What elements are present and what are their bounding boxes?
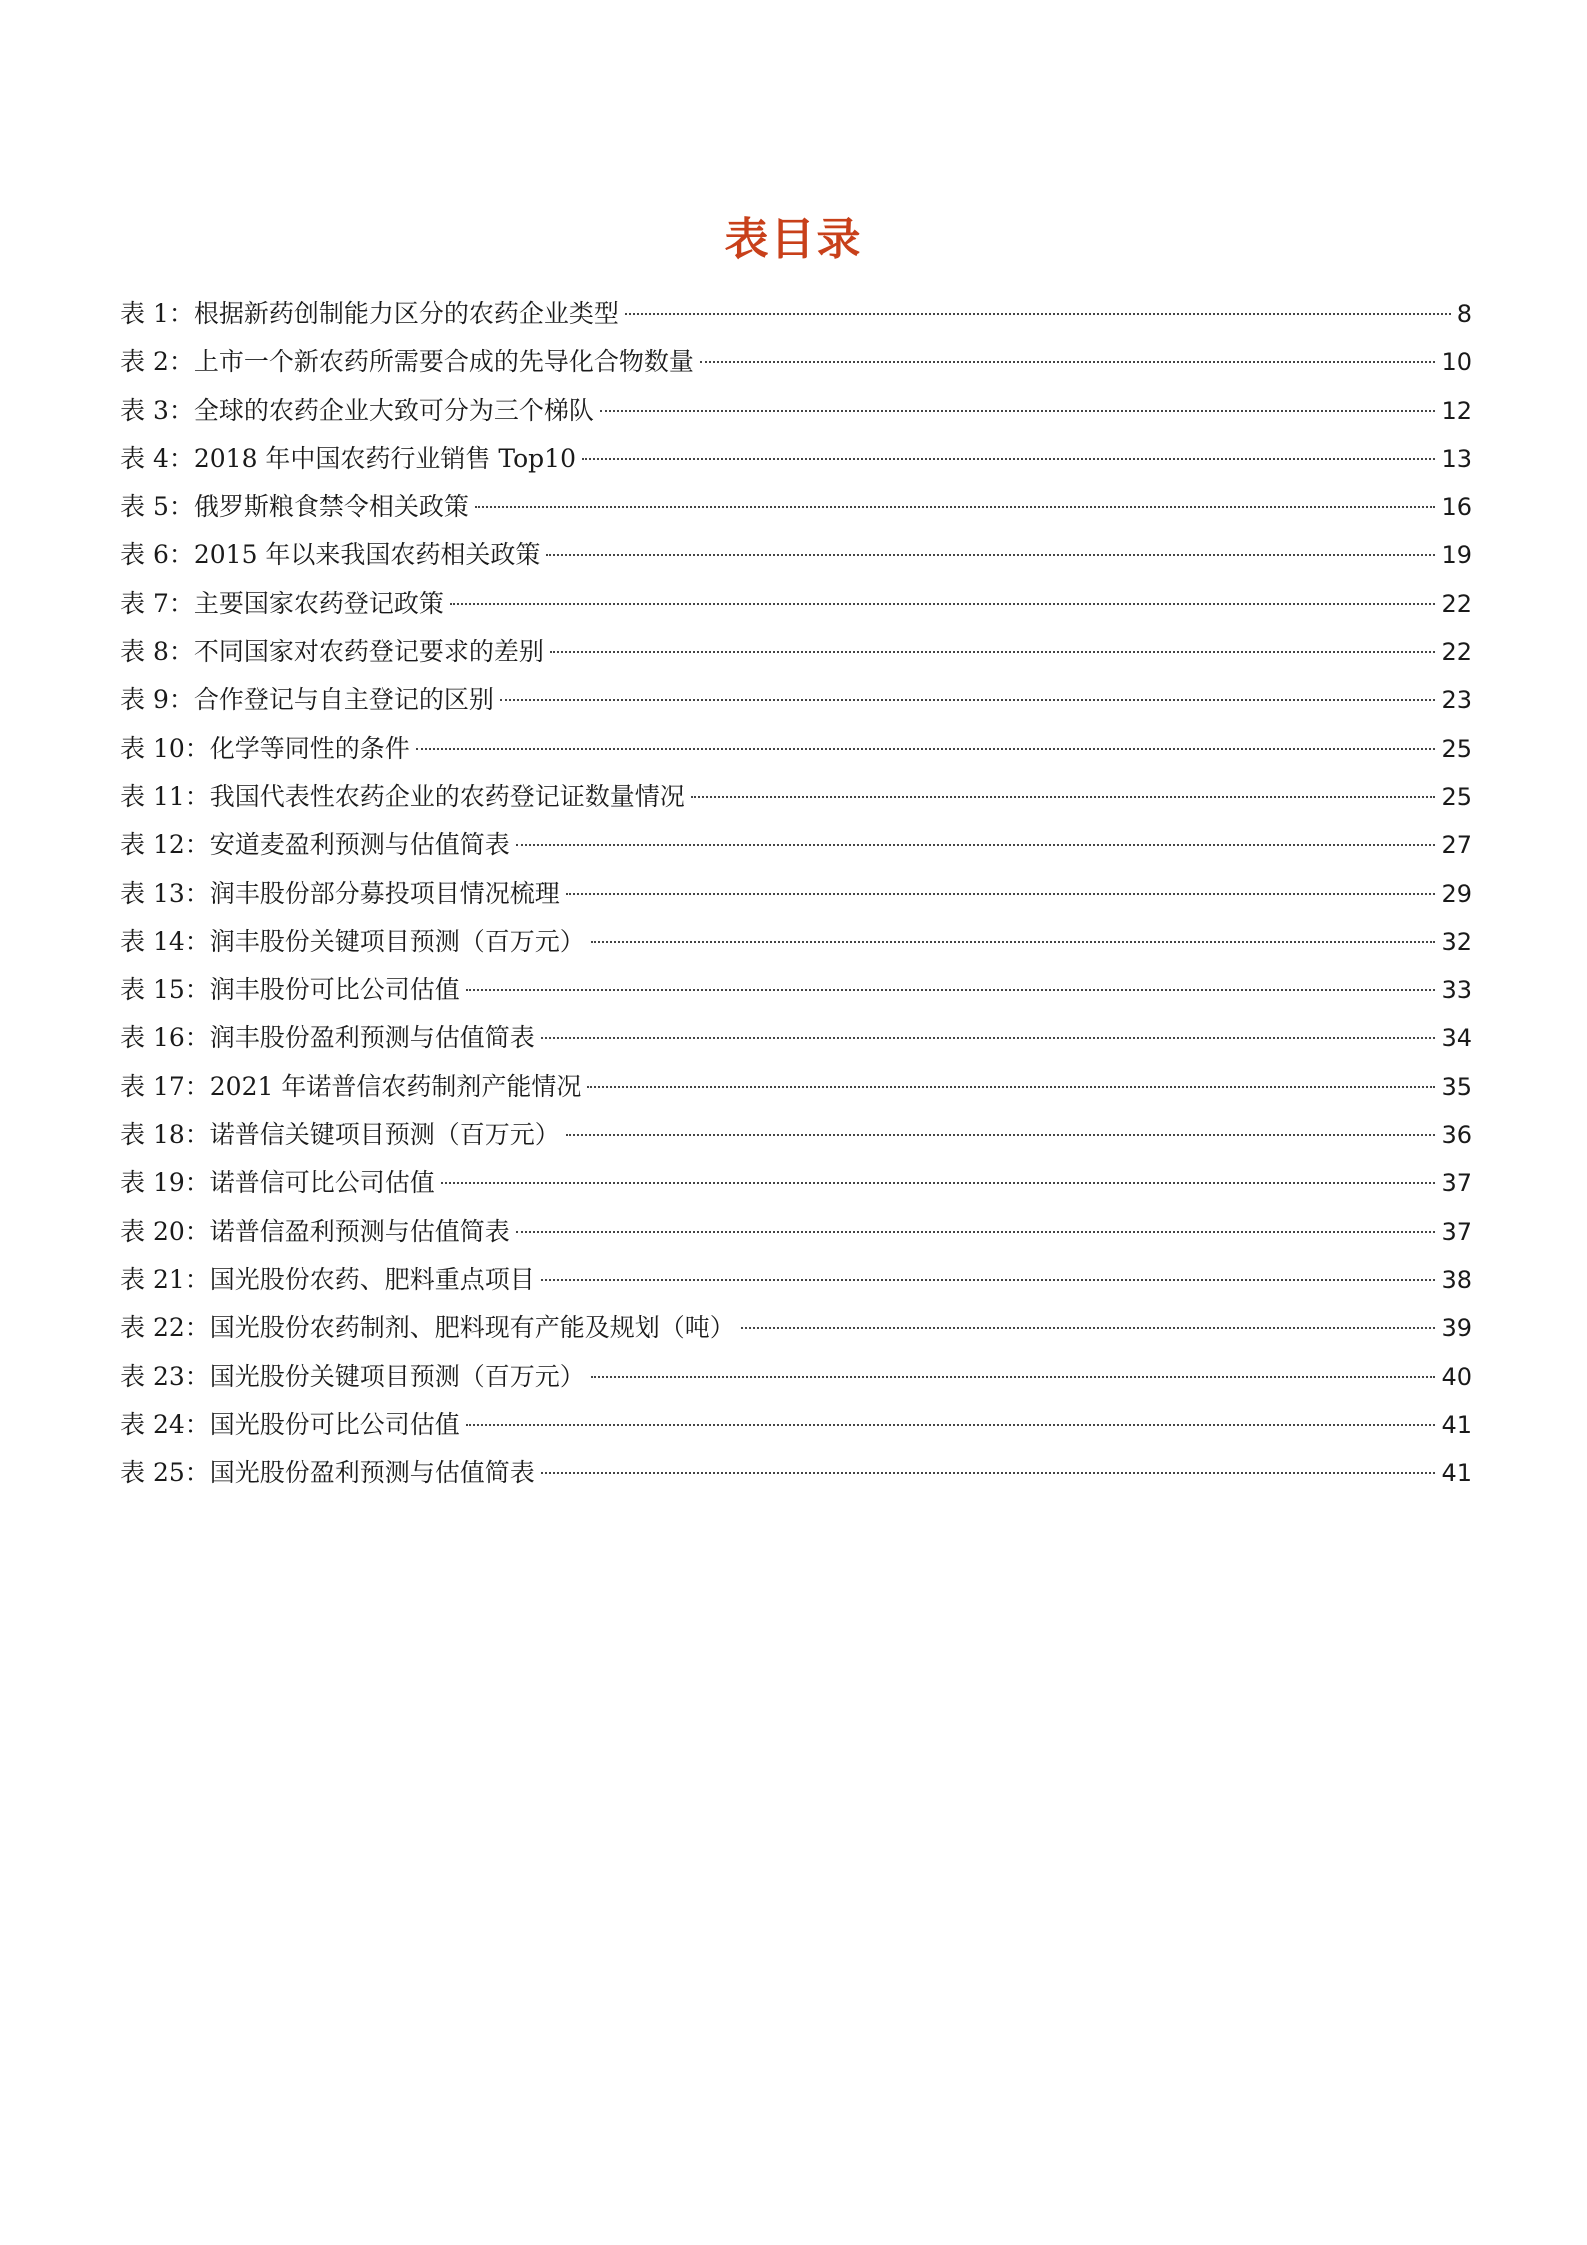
toc-entry[interactable] [120, 1401, 1472, 1449]
toc-entry-page-number: 38 [1441, 1265, 1472, 1294]
dot-leader [600, 410, 1436, 412]
toc-entry-page-number: 32 [1441, 927, 1472, 956]
toc-entry-page-number: 22 [1441, 589, 1472, 618]
toc-entry-page-number: 35 [1441, 1072, 1472, 1101]
dot-leader [566, 893, 1436, 895]
toc-entry[interactable] [120, 628, 1472, 676]
dot-leader [700, 361, 1436, 363]
toc-entry[interactable] [120, 918, 1472, 966]
toc-entry-title: 国光股份可比公司估值 [209, 1409, 460, 1439]
dot-leader [466, 989, 1436, 991]
toc-entry-title: 国光股份农药、肥料重点项目 [209, 1264, 535, 1294]
toc-entry-label: 表 24： [120, 1409, 210, 1439]
toc-entry-label: 表 13： [120, 878, 210, 908]
toc-entry-label: 表 3： [120, 395, 194, 425]
toc-entry[interactable] [120, 290, 1472, 338]
toc-entry-page-number: 12 [1441, 396, 1472, 425]
toc-entry-page-number: 37 [1441, 1169, 1472, 1198]
toc-entry-title: 2015 年以来我国农药相关政策 [193, 540, 541, 570]
toc-entry-page-number: 10 [1441, 348, 1472, 377]
toc-entry-page-number: 29 [1441, 879, 1472, 908]
dot-leader [541, 1037, 1436, 1039]
toc-entry[interactable] [120, 773, 1472, 821]
toc-entry-label: 表 8： [120, 637, 194, 667]
toc-entry[interactable] [120, 338, 1472, 386]
toc-entry-title: 国光股份农药制剂、肥料现有产能及规划（吨） [209, 1313, 735, 1343]
toc-entry-title: 2021 年诺普信农药制剂产能情况 [209, 1071, 582, 1101]
toc-entry-label: 表 20： [120, 1216, 210, 1246]
dot-leader [741, 1327, 1436, 1329]
toc-entry[interactable] [120, 821, 1472, 869]
toc-entry-page-number: 19 [1441, 541, 1472, 570]
toc-entry-page-number: 27 [1441, 831, 1472, 860]
toc-entry[interactable] [120, 966, 1472, 1014]
dot-leader [516, 1231, 1436, 1233]
toc-entry-label: 表 5： [120, 492, 194, 522]
toc-entry-page-number: 23 [1441, 686, 1472, 715]
dot-leader [516, 844, 1436, 846]
toc-entry-label: 表 22： [120, 1313, 210, 1343]
toc-entry-title: 诺普信可比公司估值 [209, 1168, 435, 1198]
toc-entry-title: 润丰股份关键项目预测（百万元） [209, 926, 585, 956]
dot-leader [691, 796, 1436, 798]
dot-leader [541, 1279, 1436, 1281]
dot-leader [546, 554, 1435, 556]
toc-entry-label: 表 14： [120, 926, 210, 956]
toc-entry-page-number: 41 [1441, 1459, 1472, 1488]
toc-entry[interactable] [120, 725, 1472, 773]
toc-entry-title: 主要国家农药登记政策 [193, 588, 444, 618]
toc-entry-page-number: 13 [1441, 444, 1472, 473]
dot-leader [566, 1134, 1436, 1136]
toc-entry-label: 表 18： [120, 1120, 210, 1150]
toc-entry-page-number: 39 [1441, 1314, 1472, 1343]
toc-entry[interactable] [120, 1353, 1472, 1401]
toc-entry-label: 表 23： [120, 1361, 210, 1391]
page-title: 表目录 [724, 214, 863, 265]
toc-entry-page-number: 41 [1441, 1410, 1472, 1439]
toc-entry-page-number: 22 [1441, 638, 1472, 667]
toc-entry-title: 根据新药创制能力区分的农药企业类型 [193, 299, 619, 328]
toc-entry-label: 表 16： [120, 1023, 210, 1053]
toc-entry[interactable] [120, 387, 1472, 435]
dot-leader [475, 506, 1436, 508]
toc-entry-page-number: 25 [1441, 734, 1472, 763]
toc-entry-title: 合作登记与自主登记的区别 [193, 685, 494, 715]
toc-entry-page-number: 25 [1441, 782, 1472, 811]
toc-entry-title: 化学等同性的条件 [209, 733, 410, 763]
toc-entry-label: 表 17： [120, 1071, 210, 1101]
toc-entry-title: 润丰股份部分募投项目情况梳理 [209, 878, 560, 908]
toc-entry-page-number: 33 [1441, 976, 1472, 1005]
toc-entry-label: 表 10： [120, 733, 210, 763]
toc-entry-page-number: 36 [1441, 1121, 1472, 1150]
toc-entry-label: 表 12： [120, 830, 210, 860]
toc-entry[interactable] [120, 531, 1472, 579]
toc-entry-label: 表 7： [120, 588, 194, 618]
dot-leader [500, 699, 1436, 701]
toc-entry-title: 国光股份关键项目预测（百万元） [209, 1361, 585, 1391]
toc-entry-title: 安道麦盈利预测与估值简表 [209, 830, 510, 860]
toc-entry-title: 诺普信盈利预测与估值简表 [209, 1216, 510, 1246]
toc-entry-label: 表 6： [120, 540, 194, 570]
dot-leader [591, 941, 1436, 943]
toc-entry-label: 表 9： [120, 685, 194, 715]
toc-entry-title: 润丰股份可比公司估值 [209, 975, 460, 1005]
dot-leader [550, 651, 1436, 653]
dot-leader [625, 313, 1451, 315]
toc-entry[interactable] [120, 483, 1472, 531]
toc-entry-label: 表 21： [120, 1264, 210, 1294]
toc-entry-title: 国光股份盈利预测与估值简表 [209, 1458, 535, 1488]
toc-entry[interactable] [120, 1256, 1472, 1304]
toc-entry-label: 表 19： [120, 1168, 210, 1198]
toc-entry-title: 2018 年中国农药行业销售 Top10 [193, 443, 576, 473]
toc-entry[interactable] [120, 1014, 1472, 1062]
dot-leader [450, 603, 1436, 605]
toc-entry-page-number: 16 [1441, 493, 1472, 522]
toc-entry[interactable] [120, 1449, 1472, 1497]
dot-leader [416, 748, 1436, 750]
toc-entry-page-number: 40 [1441, 1362, 1472, 1391]
dot-leader [587, 1086, 1435, 1088]
toc-entry[interactable] [120, 435, 1472, 483]
toc-entry-label: 表 11： [120, 781, 210, 811]
toc-entry[interactable] [120, 676, 1472, 724]
toc-entry[interactable] [120, 870, 1472, 918]
toc-entry-title: 俄罗斯粮食禁令相关政策 [193, 492, 469, 522]
table-of-contents [120, 290, 1472, 1497]
dot-leader [466, 1424, 1436, 1426]
dot-leader [441, 1182, 1436, 1184]
toc-entry[interactable] [120, 580, 1472, 628]
toc-entry-title: 不同国家对农药登记要求的差别 [193, 637, 544, 667]
toc-entry[interactable] [120, 1208, 1472, 1256]
toc-entry-page-number: 34 [1441, 1024, 1472, 1053]
toc-entry-label: 表 25： [120, 1458, 210, 1488]
toc-entry-page-number: 37 [1441, 1217, 1472, 1246]
toc-entry-page-number: 8 [1456, 300, 1472, 328]
toc-entry-title: 上市一个新农药所需要合成的先导化合物数量 [193, 347, 694, 377]
toc-entry[interactable] [120, 1111, 1472, 1159]
toc-entry-title: 诺普信关键项目预测（百万元） [209, 1120, 560, 1150]
toc-entry-title: 我国代表性农药企业的农药登记证数量情况 [209, 781, 685, 811]
dot-leader [582, 458, 1435, 460]
toc-entry-label: 表 15： [120, 975, 210, 1005]
dot-leader [591, 1376, 1436, 1378]
toc-entry[interactable] [120, 1063, 1472, 1111]
toc-entry-title: 润丰股份盈利预测与估值简表 [209, 1023, 535, 1053]
toc-entry[interactable] [120, 1304, 1472, 1352]
toc-entry-title: 全球的农药企业大致可分为三个梯队 [193, 395, 594, 425]
dot-leader [541, 1472, 1436, 1474]
toc-entry-label: 表 2： [120, 347, 194, 377]
toc-entry-label: 表 1： [120, 299, 194, 328]
toc-entry-label: 表 4： [120, 443, 194, 473]
toc-entry[interactable] [120, 1159, 1472, 1207]
